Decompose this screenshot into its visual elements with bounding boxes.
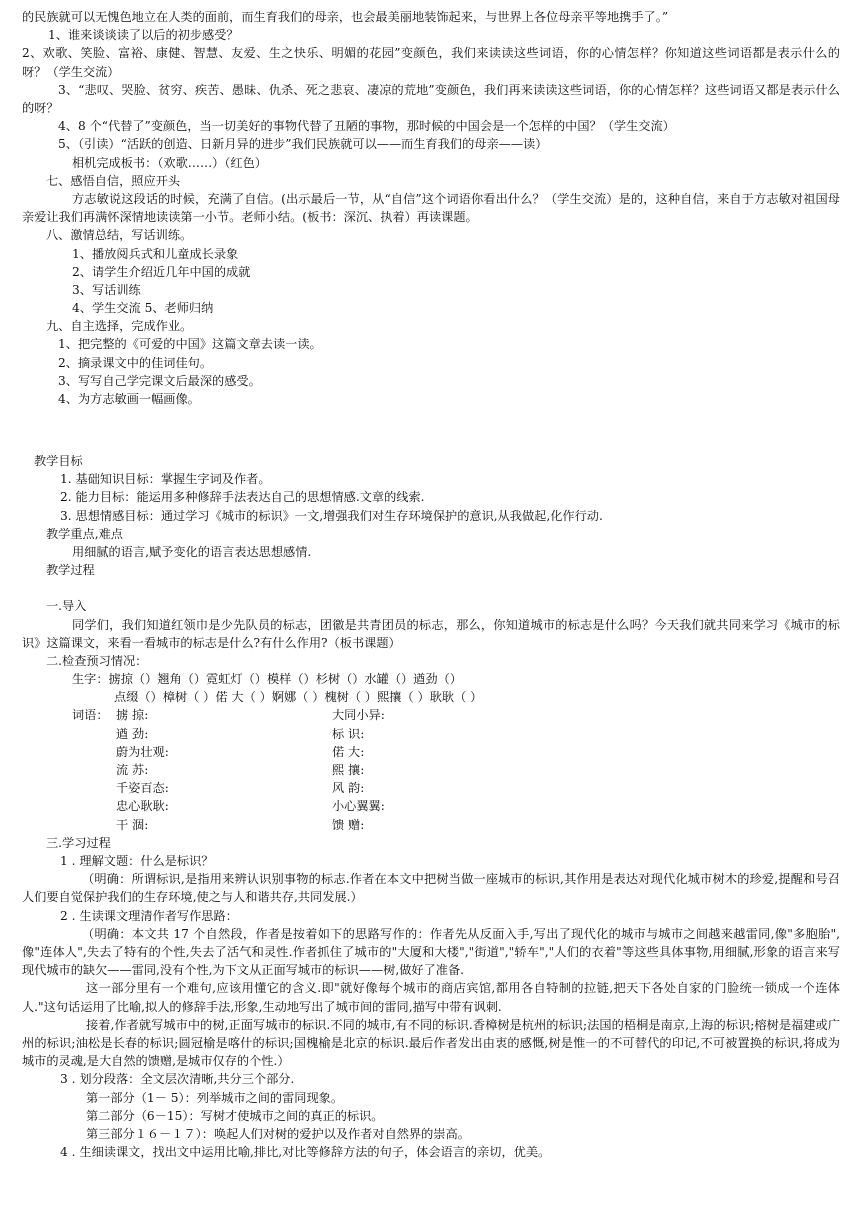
section-8-item: 2、请学生介绍近几年中国的成就: [72, 264, 251, 279]
vocab-row: [22, 725, 840, 743]
intro-title: 一.导入: [46, 599, 87, 614]
preview-title: 二.检查预习情况：: [46, 653, 148, 668]
learn-2-body: （明确：本文共 17 个自然段，作者是按着如下的思路写作的：作者先从反面入手,写出了现代化的城市与城市之间越来越雷同,像"多胞胎",像"连体人",失去了特有的个性,失去了活气和灵性.作者抓住了城市的"大厦和大楼","街道","轿车","人们的衣着"等这些具体事物,用细腻,形象的语言来写现代城市的缺欠——雷同,没有个性,为下文从正面写城市的标识——树,做好了准备.: [22, 926, 840, 978]
part2-section: [22, 452, 840, 1161]
vocab-row: [22, 743, 840, 761]
section-8-item: 1、播放阅兵式和儿童成长录象: [72, 246, 239, 261]
vocab-table: [22, 706, 840, 833]
learn-2-para2: 这一部分里有一个难句,应该用懂它的含义.即"就好像每个城市的商店宾馆,都用各自特制的拉链,把天下各处自家的门脸统一锁成一个连体人."这句话运用了比喻,拟人的修辞手法,形象,生动地写出了城市间的雷同,描写中带有讽刺.: [22, 981, 840, 1014]
vocab-right: 熙 攘:: [332, 763, 365, 778]
vocab-left: 千姿百态:: [116, 781, 169, 796]
section-8-title: 八、激情总结，写话训练。: [46, 228, 193, 243]
vocab-left: 忠心耿耿:: [116, 799, 169, 814]
section-8-item: 3、写话训练: [72, 282, 141, 297]
learn-2-title: 2 . 生读课文理清作者写作思路：: [60, 908, 238, 923]
vocab-right: 偌 大:: [332, 744, 365, 759]
question-1: 1、谁来谈谈读了以后的初步感受？: [48, 28, 239, 43]
section-9-title: 九、自主选择，完成作业。: [46, 319, 193, 334]
chars-line-2: 点缀（）樟树（ ）偌 大（ ）婀娜（ ）槐树（ ）熙攘（ ）耿耿（ ）: [114, 690, 483, 705]
question-4: 4、8 个“代替了”变颜色，当一切美好的事物代替了丑陋的事物，那时候的中国会是一个怎样的中国？（学生交流）: [58, 119, 675, 134]
section-9-item: 3、写写自己学完课文后最深的感受。: [58, 373, 261, 388]
learn-4-title: 4 . 生细读课文，找出文中运用比喻,排比,对比等修辞方法的句子，体会语言的亲切，优美。: [60, 1145, 551, 1160]
key-body: 用细腻的语言,赋予变化的语言表达思想感情.: [72, 544, 312, 559]
vocab-left: 干 涸:: [116, 817, 149, 832]
learn-2-para3: 接着,作者就写城市中的树,正面写城市的标识.不同的城市,有不同的标识.香樟树是杭州的标识;法国的梧桐是南京,上海的标识;榕树是福建或广州的标识;油松是长春的标识;圆冠榆是喀什的标识;国槐榆是北京的标识.最后作者发出由衷的感慨,树是惟一的不可替代的印记,不可被置换的标识,将成为城市的灵魂,是大自然的馈赠,是城市仅存的个性.）: [22, 1017, 840, 1069]
goal-item: 1. 基础知识目标：掌握生字词及作者。: [60, 472, 271, 487]
vocab-row: [22, 816, 840, 834]
learn-1-body: （明确：所谓标识,是指用来辨认识别事物的标志.作者在本文中把树当做一座城市的标识,其作用是表达对现代化城市树木的珍爱,提醒和号召人们要自觉保护我们的生存环境,使之与人和谐共存,共同发展.）: [22, 872, 840, 905]
learn-title: 三.学习过程: [46, 835, 111, 850]
question-3: 3、“悲叹、哭脸、贫穷、疾苦、愚昧、仇杀、死之悲哀、凄凉的荒地”变颜色，我们再来读读这些词语，你的心情怎样？这些词语又都是表示什么的呀？: [22, 82, 840, 115]
vocab-row: [22, 706, 840, 724]
learn-3-part: 第二部分（6－15）：写树才使城市之间的真正的标识。: [86, 1108, 384, 1123]
vocab-right: 风 韵:: [332, 781, 365, 796]
opening-line: 的民族就可以无愧色地立在人类的面前，而生育我们的母亲，也会最美丽地装饰起来，与世界上各位母亲平等地携手了。”: [22, 10, 669, 24]
learn-3-title: 3 . 划分段落：全文层次清晰,共分三个部分.: [60, 1072, 295, 1087]
learn-1-title: 1 . 理解文题：什么是标识？: [60, 853, 214, 868]
learn-3-part: 第一部分（1－ 5）：列举城市之间的雷同现象。: [86, 1090, 344, 1105]
board-note: 相机完成板书：（欢歌……）（红色）: [72, 155, 267, 170]
part1-section: [22, 8, 840, 408]
vocab-right: 大同小异:: [332, 708, 385, 723]
vocab-right: 小心翼翼:: [332, 799, 385, 814]
learn-3-part: 第三部分１６－１７）：唤起人们对树的爱护以及作者对自然界的崇高。: [86, 1126, 470, 1141]
goals-title: 教学目标: [34, 454, 83, 468]
question-5: 5、（引读）“活跃的创造、日新月异的进步”我们民族就可以——而生育我们的母亲——读）: [58, 137, 548, 152]
goal-item: 3. 思想情感目标：通过学习《城市的标识》一文,增强我们对生存环境保护的意识,从我做起,化作行动.: [60, 508, 603, 523]
vocab-left: 蔚为壮观:: [116, 744, 169, 759]
question-2: 2、欢歌、笑脸、富裕、康健、智慧、友爱、生之快乐、明媚的花园”变颜色，我们来读读这些词语，你的心情怎样？你知道这些词语都是表示什么的呀？（学生交流）: [22, 46, 840, 79]
section-7-title: 七、感悟自信，照应开头: [46, 173, 181, 188]
vocab-left: 遒 劲:: [116, 726, 149, 741]
key-title: 教学重点,难点: [46, 526, 123, 541]
intro-body: 同学们，我们知道红领巾是少先队员的标志，团徽是共青团员的标志，那么，你知道城市的标志是什么吗？今天我们就共同来学习《城市的标识》这篇课文，来看一看城市的标志是什么?有什么作用?（板书课题）: [22, 617, 840, 650]
section-9-item: 4、为方志敏画一幅画像。: [58, 392, 200, 407]
section-8-item: 4、学生交流 5、老师归纳: [72, 301, 214, 316]
goal-item: 2. 能力目标：能运用多种修辞手法表达自己的思想情感.文章的线索.: [60, 490, 425, 505]
vocab-row: [22, 779, 840, 797]
section-9-item: 1、把完整的《可爱的中国》这篇文章去读一读。: [58, 337, 322, 352]
vocab-label: 词语：: [72, 708, 109, 723]
vocab-row: [22, 797, 840, 815]
section-9-item: 2、摘录课文中的佳词佳句。: [58, 355, 213, 370]
vocab-right: 馈 赠:: [332, 817, 365, 832]
process-title: 教学过程: [46, 563, 95, 578]
vocab-right: 标 识:: [332, 726, 365, 741]
vocab-left: 掳 掠:: [116, 708, 149, 723]
section-7-body: 方志敏说这段话的时候，充满了自信。(出示最后一节，从“自信”这个词语你看出什么？（学生交流）是的，这种自信，来自于方志敏对祖国母亲爱让我们再满怀深情地读读第一小节。老师小结。(板书：深沉、执着）再读课题。: [22, 191, 840, 225]
chars-line-1: 生字：掳掠（）翘角（）霓虹灯（）模样（）杉树（）水罐（）遒劲（）: [72, 672, 462, 687]
vocab-left: 流 苏:: [116, 763, 149, 778]
vocab-row: [22, 761, 840, 779]
